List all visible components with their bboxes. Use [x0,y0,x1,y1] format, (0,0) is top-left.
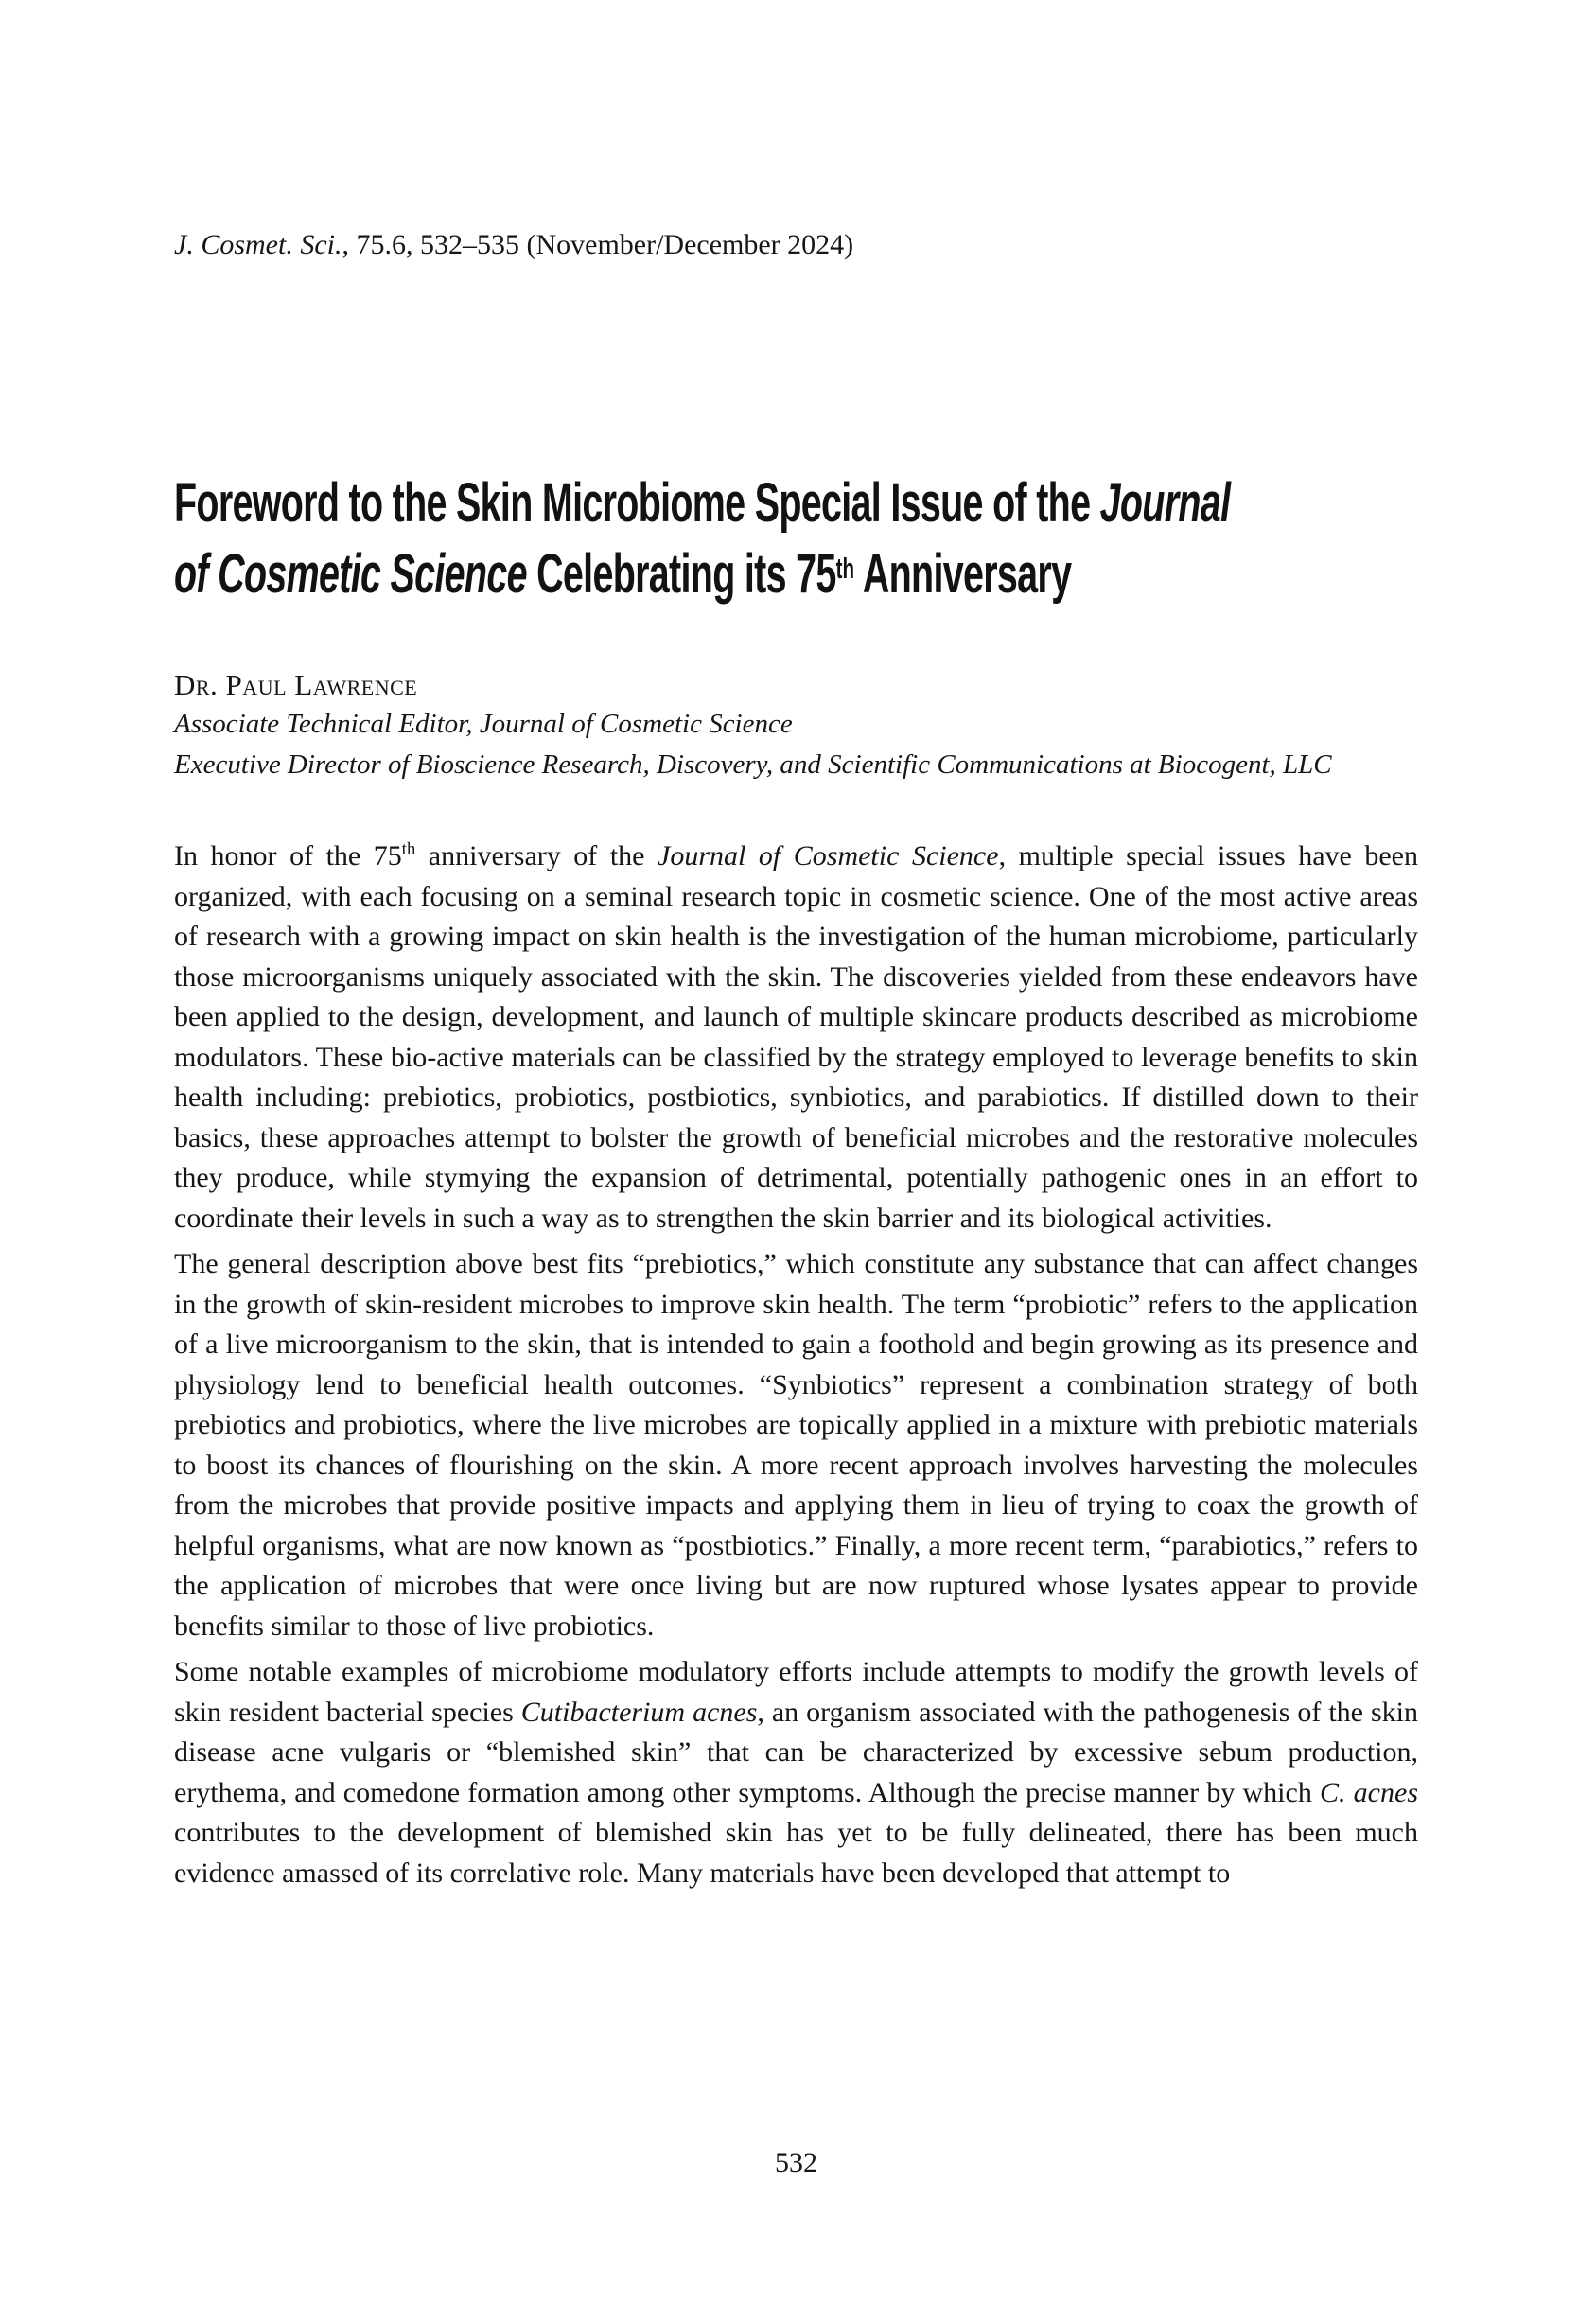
title-text-regular: Celebrating its 75 [526,543,836,606]
species-name-italic: Cutibacterium acnes [520,1696,758,1728]
title-text-regular: Anniversary [854,543,1072,606]
author-block [174,666,1332,785]
citation-details: , 75.6, 532–535 (November/December 2024) [342,229,854,260]
title-text-italic: of Cosmetic Science [174,543,527,606]
body-text-run: anniversary of the [415,840,658,871]
article-body [174,836,1418,1899]
author-role-editor: Associate Technical Editor, Journal of Cosmetic Science [174,709,793,739]
ordinal-superscript: th [401,839,416,859]
journal-citation-header [174,227,853,263]
paragraph-1 [174,836,1418,1239]
article-title-line2 [174,537,1230,607]
journal-name-italic: Journal of Cosmetic Science [658,840,999,871]
page-number: 532 [775,2147,817,2178]
paragraph-3 [174,1652,1418,1893]
author-name: Dr. Paul Lawrence [174,668,418,701]
title-text-regular: Foreword to the Skin Microbiome Special Issue of the [174,472,1100,534]
species-name-italic: C. acnes [1320,1776,1418,1808]
title-ordinal-superscript: th [835,554,855,585]
body-text-run: Some notable examples of microbiome modulatory efforts include attempts to modify the growth levels of skin resident bacterial species [174,1656,1418,1728]
author-role-director: Executive Director of Bioscience Research, Discovery, and Scientific Communications at Biocogent, LLC [174,749,1332,780]
body-text-run: contributes to the development of blemished skin has yet to be fully delineated, there has been much evidence amassed of its correlative role. Many materials have been developed that attempt to [174,1817,1418,1889]
body-text-run: , multiple special issues have been organized, with each focusing on a seminal research topic in cosmetic science. One of the most active areas of research with a growing impact on skin health is the investigation of the human microbiome, particularly those microorganisms uniquely associated with the skin. The discoveries yielded from these endeavors have been applied to the design, development, and launch of multiple skincare products described as microbiome modulators. These bio-active materials can be classified by the strategy employed to leverage benefits to skin health including: prebiotics, probiotics, postbiotics, synbiotics, and parabiotics. If distilled down to their basics, these approaches attempt to bolster the growth of beneficial microbes and the restorative molecules they produce, while stymying the expansion of detrimental, potentially pathogenic ones in an effort to coordinate their levels in such a way as to strengthen the skin barrier and its biological activities. [174,840,1418,1234]
article-title [174,470,1596,607]
body-text-run: In honor of the 75 [174,840,402,871]
body-text-run: , an organism associated with the pathogenesis of the skin disease acne vulgaris or “blemished skin” that can be characterized by excessive sebum production, erythema, and comedone formation among other symptoms. Although the precise manner by which [174,1696,1418,1808]
paragraph-2 [174,1244,1418,1646]
title-text-italic: Journal [1099,472,1231,534]
body-text-run: The general description above best fits “prebiotics,” which constitute any substance that can affect changes in the growth of skin-resident microbes to improve skin health. The term “probiotic” refers to the application of a live microorganism to the skin, that is intended to gain a foothold and begin growing as its presence and physiology lend to beneficial health outcomes. “Synbiotics” represent a combination strategy of both prebiotics and probiotics, where the live microbes are topically applied in a mixture with prebiotic materials to boost its chances of flourishing on the skin. A more recent approach involves harvesting the molecules from the microbes that provide positive impacts and applying them in lieu of trying to coax the growth of helpful organisms, what are now known as “postbiotics.” Finally, a more recent term, “parabiotics,” refers to the application of microbes that were once living but are now ruptured whose lysates appear to provide benefits similar to those of live probiotics. [174,1248,1418,1642]
article-title-line1 [174,470,1230,537]
journal-abbreviation: J. Cosmet. Sci. [174,229,342,260]
